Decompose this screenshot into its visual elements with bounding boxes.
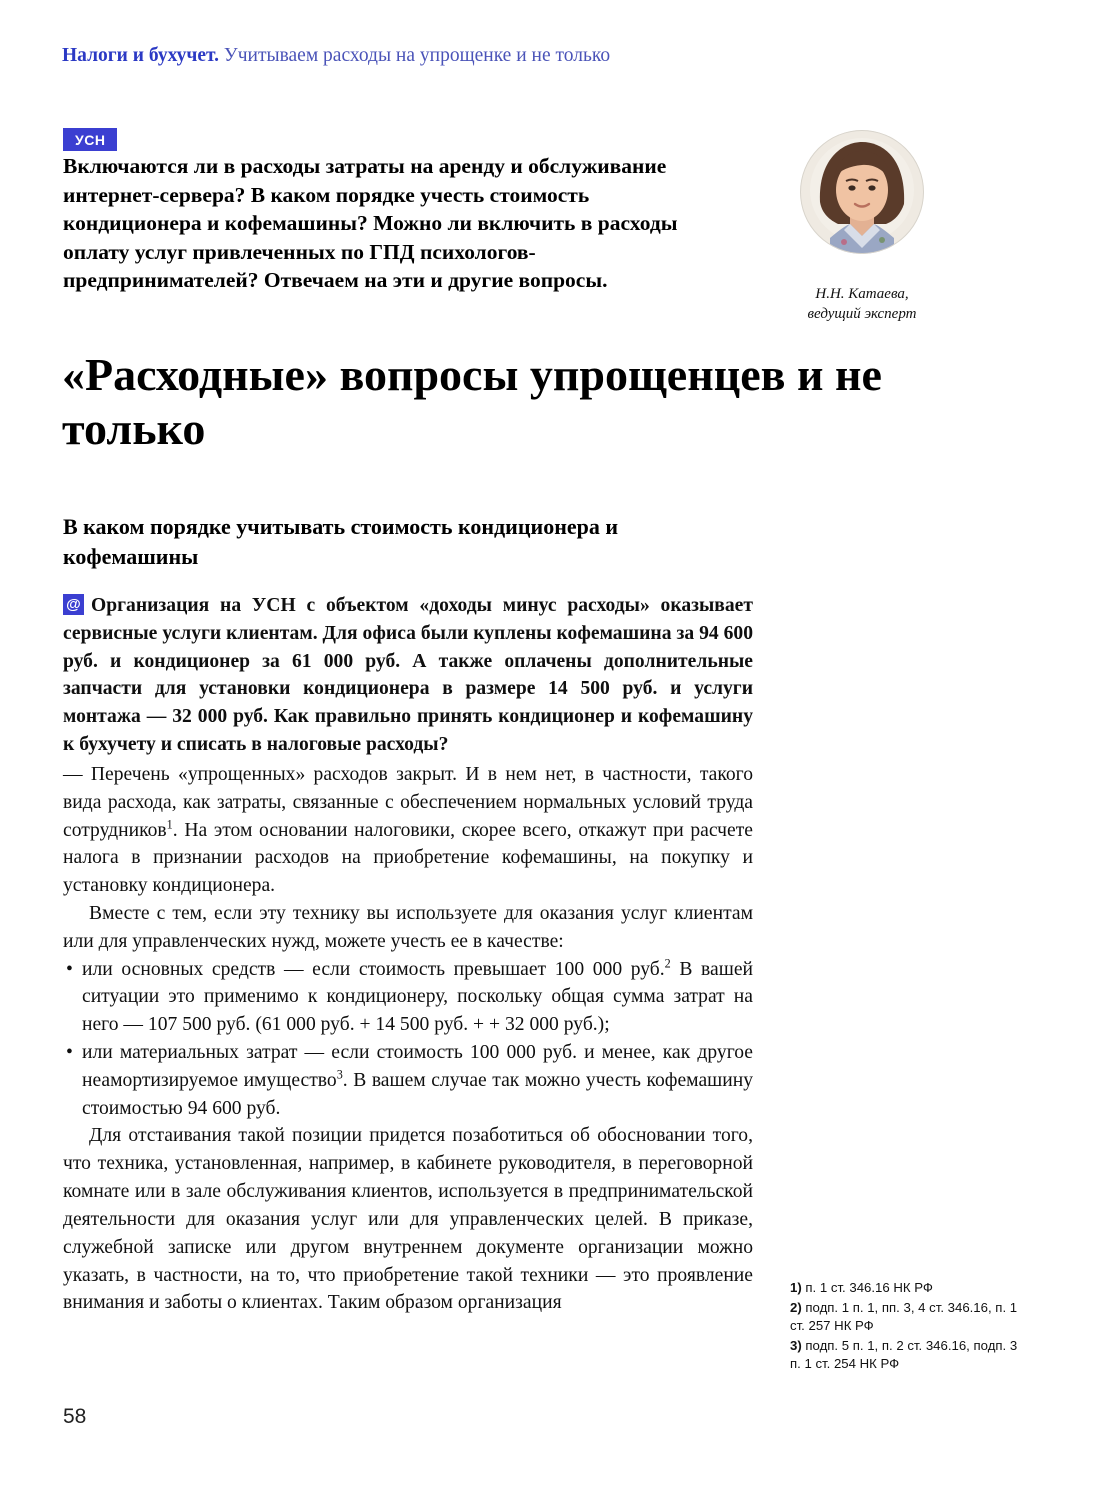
running-head-topic: Учитываем расходы на упрощенке и не только	[219, 45, 611, 66]
question-mark-icon: @	[63, 594, 84, 615]
footnote-1-number: 1)	[790, 1280, 802, 1295]
running-head	[62, 44, 962, 67]
footnote-3	[790, 1337, 1030, 1372]
footnote-2-number: 2)	[790, 1300, 802, 1316]
list-item: • или материальных затрат — если стоимость 100 000 руб. и менее, как другое неамортизируемое имущество$^3$. В вашем случае так можно учесть кофемашину стоимостью 94 600 руб.	[63, 1039, 753, 1122]
footnote-2	[790, 1299, 1030, 1334]
footnote-2-text: подп. 1 п. 1, пп. 3, 4 ст. 346.16, п. 1 ст. 257 НК РФ	[790, 1300, 1018, 1333]
author-avatar	[800, 130, 924, 254]
footnote-3-number: 3)	[790, 1338, 802, 1354]
article-deck: Включаются ли в расходы затраты на аренду и обслуживание интернет-сервера? В каком порядке учесть стоимость кондиционера и кофемашины? Можно ли включить в расходы оплату услуг привлеченных по ГПД психологов-предпринимателей? Отвечаем на эти и другие вопросы.	[63, 154, 678, 293]
footnote-3-text: подп. 5 п. 1, п. 2 ст. 346.16, подп. 3 п. 1 ст. 254 НК РФ	[790, 1338, 1018, 1371]
question-text: Организация на УСН с объектом «доходы минус расходы» оказывает сервисные услуги клиентам. Для офиса были куплены кофемашина за 94 600 руб. и кондиционер за 61 000 руб. А также оплачены дополнительные запчасти для установки кондиционера в размере 14 500 руб. и услуги монтажа — 32 000 руб. Как правильно принять кондиционер и кофемашину к бухучету и списать в налоговые расходы?	[63, 595, 753, 756]
answer-paragraph-2: Вместе с тем, если эту технику вы используете для оказания услуг клиентам или для управленческих нужд, можете учесть ее в качестве:	[63, 902, 753, 952]
answer-bullet-list	[63, 956, 753, 1123]
answer-paragraph-1: — Перечень «упрощенных» расходов закрыт. И в нем нет, в частности, такого вида расхода, как затраты, связанные с обеспечением нормальных условий труда сотрудников$^1$. На этом основании налоговики, скорее всего, откажут при расчете налога в признании расходов на приобретение кофемашины, на покупку и установку кондиционера.	[63, 763, 753, 897]
footnote-1	[790, 1279, 1030, 1296]
closing-paragraph: Для отстаивания такой позиции придется позаботиться об обосновании того, что техника, установленная, например, в кабинете руководителя, в переговорной комнате или в зале обслуживания клиентов, используется в предпринимательской деятельности для оказания услуг или для управленческих целей. В приказе, служебной записке или другом внутреннем документе организации можно указать, в частности, на то, что приобретение такой техники — это проявление внимания и заботы о клиентах. Таким образом организация	[63, 1125, 753, 1314]
page-title: «Расходные» вопросы упрощенцев и не только	[62, 349, 882, 455]
author-name: Н.Н. Катаева,	[815, 286, 909, 302]
reader-question	[63, 592, 753, 759]
list-item: • или основных средств — если стоимость превышает 100 000 руб.$^2$ В вашей ситуации это применимо к кондиционеру, поскольку общая сумма затрат на него — 107 500 руб. (61 000 руб. + 14 500 руб. + + 32 000 руб.);	[63, 956, 753, 1039]
section-subhead: В каком порядке учитывать стоимость кондиционера и кофемашины	[63, 514, 619, 569]
footnote-1-text: п. 1 ст. 346.16 НК РФ	[801, 1280, 933, 1295]
author-role: ведущий эксперт	[807, 306, 917, 323]
author-caption	[756, 284, 968, 325]
footnotes	[790, 1279, 1030, 1375]
page-number: 58	[63, 1405, 87, 1428]
rubric-badge: УСН	[63, 128, 117, 151]
running-head-section: Налоги и бухучет.	[62, 45, 220, 66]
article-body	[63, 592, 753, 1317]
